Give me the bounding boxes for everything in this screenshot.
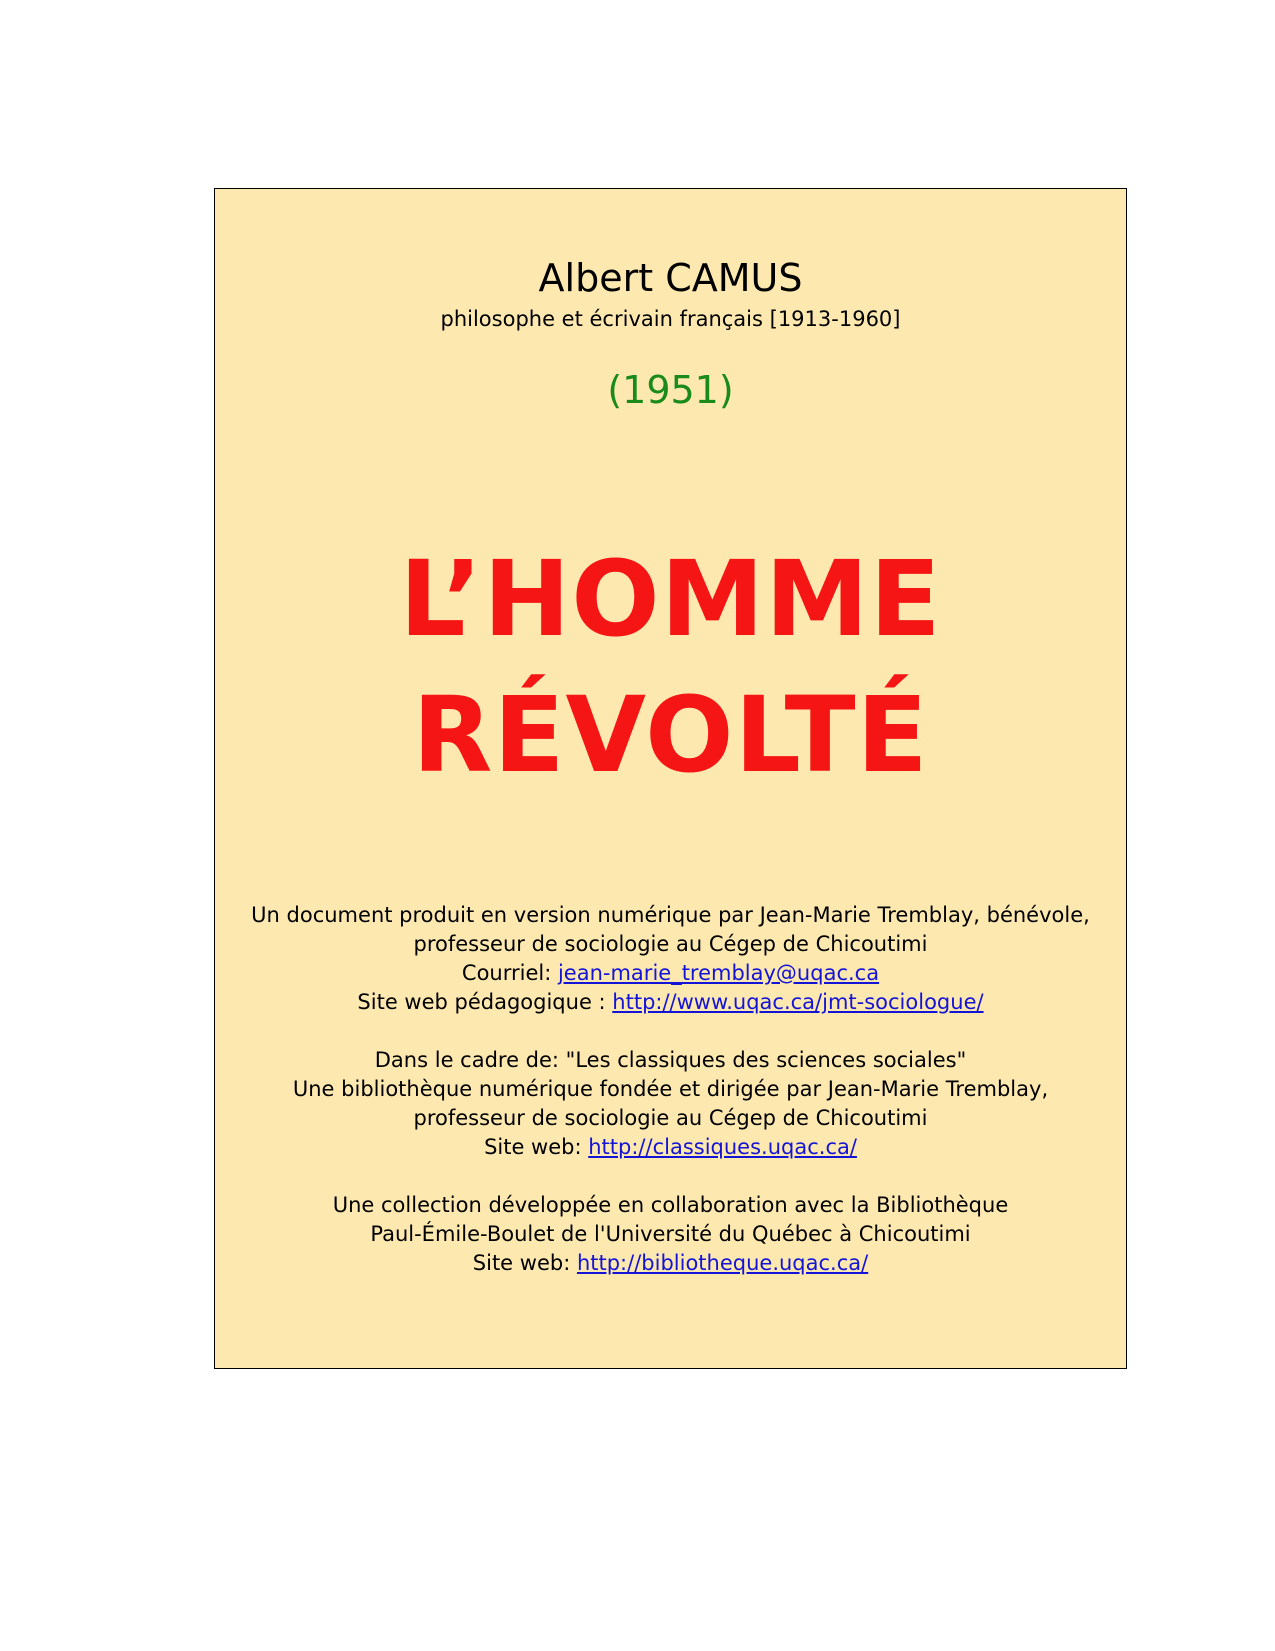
publication-year: (1951) <box>607 368 734 412</box>
classiques-site-label: Site web: <box>484 1135 589 1159</box>
producer-line-2: professeur de sociologie au Cégep de Chicoutimi <box>413 932 928 956</box>
spacer <box>215 1017 1126 1046</box>
producer-line-1: Un document produit en version numérique par Jean-Marie Tremblay, bénévole, <box>251 903 1090 927</box>
library-site-link[interactable]: http://bibliotheque.uqac.ca/ <box>576 1251 869 1275</box>
producer-email-line <box>215 959 1126 988</box>
library-site-line <box>215 1249 1126 1278</box>
producer-site-line <box>215 988 1126 1017</box>
spacer <box>215 1162 1126 1191</box>
collection-line-1: Dans le cadre de: "Les classiques des sciences sociales" <box>374 1048 967 1072</box>
email-link[interactable]: jean-marie_tremblay@uqac.ca <box>557 961 880 985</box>
collection-site-line <box>215 1133 1126 1162</box>
book-title <box>215 531 1126 803</box>
classiques-site-link[interactable]: http://classiques.uqac.ca/ <box>588 1135 857 1159</box>
pedagogic-site-label: Site web pédagogique : <box>357 990 613 1014</box>
collection-line-3: professeur de sociologie au Cégep de Chicoutimi <box>413 1106 928 1130</box>
library-line-1: Une collection développée en collaboration avec la Bibliothèque <box>332 1193 1009 1217</box>
library-line-2: Paul-Émile-Boulet de l'Université du Québec à Chicoutimi <box>370 1222 971 1246</box>
collection-line-2: Une bibliothèque numérique fondée et dirigée par Jean-Marie Tremblay, <box>292 1077 1049 1101</box>
cover-page <box>214 188 1127 1369</box>
title-line-2: RÉVOLTÉ <box>412 674 929 796</box>
author-name: Albert CAMUS <box>538 256 803 300</box>
author-description: philosophe et écrivain français [1913-1960] <box>440 307 901 331</box>
credits-block <box>215 901 1126 1278</box>
email-label: Courriel: <box>461 961 558 985</box>
pedagogic-site-link[interactable]: http://www.uqac.ca/jmt-sociologue/ <box>612 990 984 1014</box>
title-line-1: L’HOMME <box>399 538 942 660</box>
library-site-label: Site web: <box>472 1251 577 1275</box>
